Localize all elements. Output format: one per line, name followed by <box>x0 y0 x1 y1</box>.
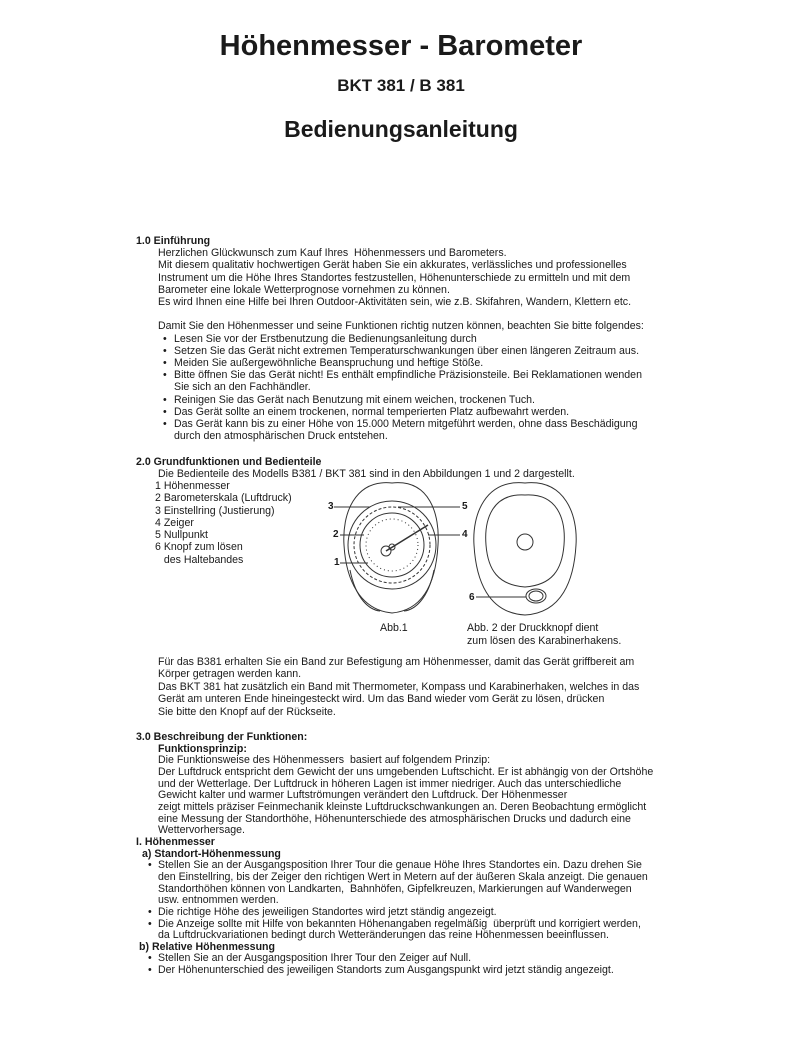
text-line: 1.0 Einführung <box>136 235 211 247</box>
text-line: 5 Nullpunkt <box>155 529 208 542</box>
text-line: Sie bitte den Knopf auf der Rückseite. <box>158 705 336 718</box>
text-line: • Das Gerät sollte an einem trockenen, normal temperierten Platz aufbewahrt werden. <box>136 406 696 418</box>
text-line: • Der Höhenunterschied des jeweiligen Standorts zum Ausgangspunkt wird jetzt ständig angezeigt. <box>136 965 696 977</box>
text-line: Das BKT 381 hat zusätzlich ein Band mit Thermometer, Kompass und Karabinerhaken, welches in das <box>158 680 640 693</box>
text-line: • Reinigen Sie das Gerät nach Benutzung mit einem weichen, trockenen Tuch. <box>136 394 696 406</box>
text-line: 6 Knopf zum lösen <box>155 541 243 554</box>
text-line: • Stellen Sie an der Ausgangsposition Ihrer Tour die genaue Höhe Ihres Standortes ein. Dazu drehen Sie <box>136 860 696 872</box>
callout-4: 4 <box>462 529 468 540</box>
section-introduction <box>136 235 696 442</box>
paragraph <box>136 755 696 837</box>
text-line: den Einstellring, bis der Zeiger den richtigen Wert in Metern auf der äußeren Skala anzeigt. Die genauen <box>158 870 648 883</box>
text-line: Sie sich an den Fachhändler. <box>174 381 311 394</box>
text-line: • Die richtige Höhe des jeweiligen Standortes wird jetzt ständig angezeigt. <box>136 907 696 919</box>
text-line: • Lesen Sie vor der Erstbenutzung die Bedienungsanleitung durch <box>136 333 696 345</box>
section-basic-functions-body <box>136 656 696 718</box>
text-line: b) Relative Höhenmessung <box>139 940 275 953</box>
section-heading <box>136 235 696 247</box>
section-heading <box>136 837 696 849</box>
text-line: 1 Höhenmesser <box>155 480 230 492</box>
text-line: des Haltebandes <box>155 553 244 566</box>
text-line: • Stellen Sie an der Ausgangsposition Ihrer Tour den Zeiger auf Null. <box>136 953 696 965</box>
text-line: Barometer eine lokale Wetterprognose vornehmen zu können. <box>158 283 450 296</box>
text-line: Damit Sie den Höhenmesser und seine Funktionen richtig nutzen können, beachten Sie bitte folgendes: <box>158 320 644 333</box>
document-title: Höhenmesser - Barometer <box>219 30 583 62</box>
bullet-item <box>136 965 696 977</box>
text-line: Körper getragen werden kann. <box>158 668 302 681</box>
text-line: • Setzen Sie das Gerät nicht extremen Temperaturschwankungen über einen längeren Zeitraum aus. <box>136 345 696 357</box>
text-line: a) Standort-Höhenmessung <box>142 847 281 860</box>
front-view-device <box>334 483 460 613</box>
bullet-item <box>136 406 696 418</box>
text-line: • Die Anzeige sollte mit Hilfe von bekannten Höhenangaben regelmäßig überprüft und korrigiert werden, <box>136 919 696 931</box>
text-line: Die Funktionsweise des Höhenmessers basiert auf folgendem Prinzip: <box>158 754 491 767</box>
figure-1-caption: Abb.1 <box>380 622 408 634</box>
text-line: Funktionsprinzip: <box>158 742 247 755</box>
text-line: 4 Zeiger <box>155 516 194 529</box>
figure-2-caption-line: zum lösen des Karabinerhakens. <box>467 635 622 647</box>
callout-3: 3 <box>328 501 334 512</box>
text-line: • Das Gerät kann bis zu einer Höhe von 15.000 Metern mitgeführt werden, ohne dass Beschädigung <box>136 418 696 430</box>
spacer <box>136 308 696 320</box>
text-line: usw. entnommen werden. <box>158 894 279 907</box>
text-line: • Meiden Sie außergewöhnliche Beanspruchung und heftige Stöße. <box>136 357 696 369</box>
text-line: Mit diesem qualitativ hochwertigen Gerät haben Sie ein akkurates, verlässliches und professionelles <box>158 259 627 272</box>
text-line: Die Bedienteile des Modells B381 / BKT 381 sind in den Abbildungen 1 und 2 dargestellt. <box>158 468 575 481</box>
bullet-item <box>136 369 696 393</box>
section-heading <box>136 732 696 744</box>
callout-6: 6 <box>469 592 475 603</box>
text-line: 3 Einstellring (Justierung) <box>155 504 275 517</box>
text-line: eine Messung der Standorthöhe, Höhenunterschiede des atmosphärischen Drucks und dadurch eine <box>158 812 631 825</box>
paragraph <box>136 656 696 718</box>
callout-1: 1 <box>334 557 340 568</box>
bullet-item <box>136 357 696 369</box>
callout-5: 5 <box>462 501 468 512</box>
model-number: BKT 381 / B 381 <box>337 76 465 95</box>
bullet-item <box>136 418 696 442</box>
text-line: und der Wetterlage. Der Luftdruck in höheren Lagen ist immer niedriger. Auch das unterschiedliche <box>158 777 622 790</box>
paragraph <box>136 247 696 308</box>
section-function-description <box>136 732 696 977</box>
figure-2-caption-line: Abb. 2 der Druckknopf dient <box>467 622 599 634</box>
text-line: Für das B381 erhalten Sie ein Band zur Befestigung am Höhenmesser, damit das Gerät griffbereit am <box>158 656 635 668</box>
text-line: Herzlichen Glückwunsch zum Kauf Ihres Höhenmessers und Barometers. <box>158 247 507 260</box>
text-line: 2 Barometerskala (Luftdruck) <box>155 492 292 505</box>
text-line: Gerät am unteren Ende hineingesteckt wird. Um das Band wieder vom Gerät zu lösen, drücken <box>158 693 605 706</box>
bullet-item <box>136 907 696 919</box>
text-line: 3.0 Beschreibung der Funktionen: <box>136 731 308 743</box>
bullet-item <box>136 333 696 345</box>
manual-title: Bedienungsanleitung <box>284 116 518 142</box>
section-heading <box>136 456 696 468</box>
back-view-device <box>474 483 576 615</box>
text-line: da Luftdruckvariationen bedingt durch Wetteränderungen das reine Höhenmessen beeinflussen. <box>158 929 609 942</box>
bullet-item <box>136 394 696 406</box>
bullet-item <box>136 860 696 907</box>
text-line: • Bitte öffnen Sie das Gerät nicht! Es enthält empfindliche Präzisionsteile. Bei Reklamationen wenden <box>136 369 696 381</box>
bullet-item <box>136 345 696 357</box>
callout-2: 2 <box>333 529 339 540</box>
text-line: durch den atmosphärischen Druck entstehen. <box>174 430 388 443</box>
text-line: Standorthöhen können von Landkarten, Bahnhöfen, Gipfelkreuzen, Markierungen auf Wanderwegen <box>158 882 632 895</box>
paragraph <box>136 320 696 332</box>
text-line: Es wird Ihnen eine Hilfe bei Ihren Outdoor-Aktivitäten sein, wie z.B. Skifahren, Wandern, Klettern etc. <box>158 296 632 309</box>
text-line: I. Höhenmesser <box>136 835 215 848</box>
text-line: zeigt mittels präziser Feinmechanik kleinste Luftdruckschwankungen an. Deren Beobachtung ermöglicht <box>158 800 647 813</box>
bullet-item <box>136 919 696 942</box>
text-line: Wettervorhersage. <box>158 824 245 837</box>
text-line: Gewicht kalter und warmer Luftströmungen verändert den Luftdruck. Der Höhenmesser <box>158 789 568 802</box>
text-line: Der Luftdruck entspricht dem Gewicht der uns umgebenden Luftschicht. Er ist abhängig von der Ortshöhe <box>158 765 654 778</box>
text-line: 2.0 Grundfunktionen und Bedienteile <box>136 456 322 468</box>
device-illustration <box>320 475 600 625</box>
text-line: Instrument um die Höhe Ihres Standortes festzustellen, Höhenunterschiede zu ermitteln und mit dem <box>158 271 631 284</box>
